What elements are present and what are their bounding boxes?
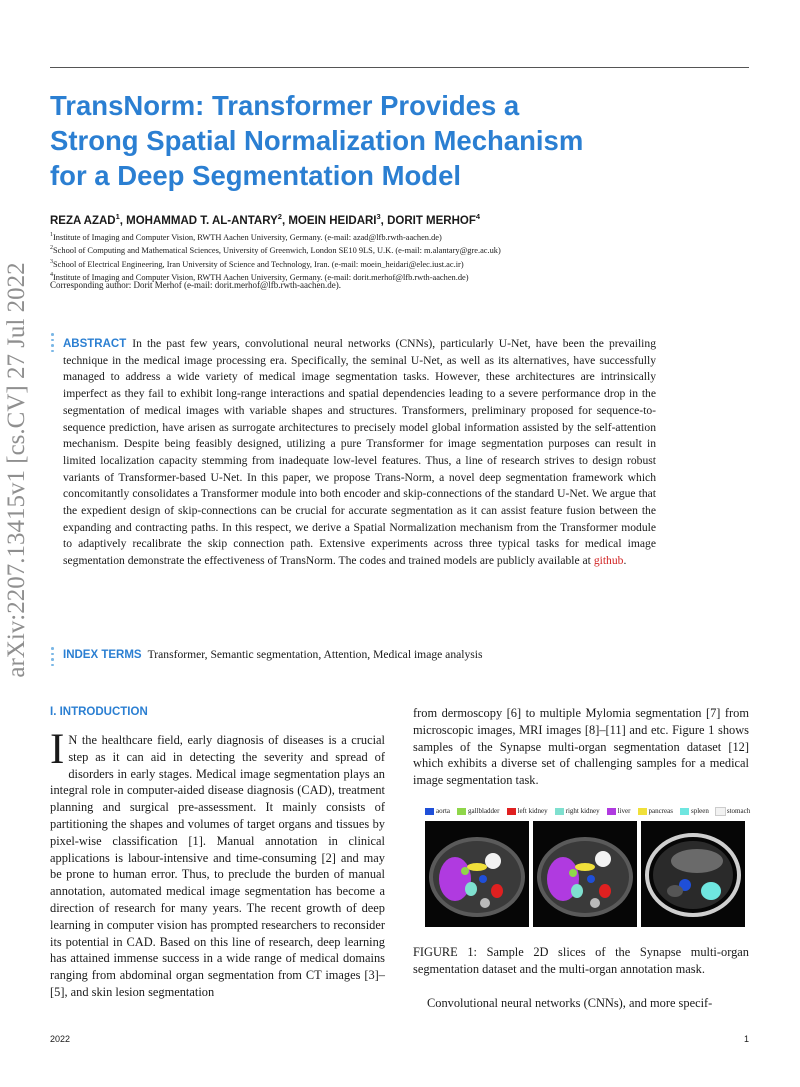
legend-label: right kidney bbox=[565, 807, 600, 815]
intro-right-column: from dermoscopy [6] to multiple Mylomia segmentation [7] from microscopic images, MRI images [8]–[11] and etc. Figure 1 shows samples of the Synapse multi-organ segmentation dataset [12] which exhibits a diverse set of challenging samples for a medical image segmentation task. bbox=[413, 706, 749, 788]
corresponding-author: Corresponding author: Dorit Merhof (e-mail: dorit.merhof@lfb.rwth-aachen.de). bbox=[50, 280, 341, 290]
legend-item bbox=[555, 807, 600, 815]
affiliation-list bbox=[50, 230, 750, 284]
legend-label: aorta bbox=[436, 807, 450, 815]
legend-label: liver bbox=[617, 807, 631, 815]
affiliation-sup: 1 bbox=[50, 232, 53, 238]
abstract-text: In the past few years, convolutional neural networks (CNNs), particularly U-Net, have been the prevailing technique in the medical image processing era. Specifically, the seminal U-Net, as well as its alternatives, have successfully managed to address a wide variety of medical image segmentation tasks. However, these architectures are intrinsically imperfect as they fail to exhibit long-range interactions and spatial dependencies leading to a severe performance drop in the segmentation of medical images with variable shapes and structures. Transformers, preliminary proposed for sequence-to-sequence prediction, have arisen as surrogate architectures to precisely model global information assisted by the self-attention mechanism. Despite being feasibly designed, utilizing a pure Transformer for image segmentation purposes can result in limited localization capacity stemming from inadequate low-level features. Thus, a line of research strives to design robust variants of Transformer-based U-Net. In this paper, we propose Trans-Norm, a novel deep segmentation framework which concomitantly consolidates a Transformer module into both encoder and skip-connections of the standard U-Net. We argue that the expedient design of skip-connections can be crucial for accurate segmentation as it can assist feature fusion between the expanding and contracting paths. In this respect, we derive a Spatial Normalization mechanism from the Transformer module to adaptively recalibrate the skip connection path. Extensive experiments across three typical tasks for medical image segmentation demonstrate the effectiveness of TransNorm. The codes and trained models are publicly available at bbox=[63, 337, 656, 568]
legend-label: spleen bbox=[690, 807, 709, 815]
abstract-end: . bbox=[623, 554, 627, 568]
legend-label: pancreas bbox=[648, 807, 673, 815]
index-text: Transformer, Semantic segmentation, Attention, Medical image analysis bbox=[147, 648, 483, 661]
author-sup: 4 bbox=[475, 212, 481, 221]
affiliation-text: School of Electrical Engineering, Iran University of Science and Technology, Iran. (e-mail: moein_heidari@elec.iust.ac.ir) bbox=[53, 259, 464, 269]
legend-swatch bbox=[607, 808, 616, 815]
page-number: 1 bbox=[744, 1034, 750, 1044]
legend-label: stomach bbox=[726, 807, 751, 815]
legend-swatch bbox=[638, 808, 647, 815]
title-line: Strong Spatial Normalization Mechanism bbox=[50, 125, 584, 156]
legend-item bbox=[716, 807, 750, 815]
header-rule bbox=[50, 67, 749, 68]
legend-item bbox=[425, 807, 450, 815]
legend-swatch bbox=[457, 808, 466, 815]
author-sup: 1 bbox=[115, 212, 120, 221]
legend-item bbox=[607, 807, 631, 815]
figure-caption: FIGURE 1: Sample 2D slices of the Synapse multi-organ segmentation dataset and the multi-organ annotation mask. bbox=[413, 945, 749, 976]
ct-slice-image bbox=[425, 821, 529, 927]
affiliation-sup: 4 bbox=[50, 272, 53, 279]
affiliation bbox=[50, 230, 750, 243]
author-sup: 2 bbox=[277, 212, 282, 221]
drop-cap: I bbox=[50, 726, 65, 773]
affiliation-text: School of Computing and Mathematical Sciences, University of Greenwich, London SE10 9LS, U.K. (e-mail: m.alantary@gre.ac.uk) bbox=[53, 246, 501, 256]
github-link[interactable]: github bbox=[593, 554, 624, 568]
author-sup: 3 bbox=[376, 212, 381, 221]
figure-legend bbox=[425, 804, 751, 818]
affiliation-text: Institute of Imaging and Computer Vision, RWTH Aachen University, Germany. (e-mail: dorit.merhof@lfb.rwth-aachen.de) bbox=[53, 272, 469, 282]
legend-item bbox=[680, 807, 709, 815]
ct-slice-image bbox=[533, 821, 637, 927]
affiliation-text: Institute of Imaging and Computer Vision, RWTH Aachen University, Germany. (e-mail: azad@lfb.rwth-aachen.de) bbox=[53, 232, 442, 242]
footer-year: 2022 bbox=[50, 1034, 71, 1044]
legend-label: left kidney bbox=[517, 807, 548, 815]
title-line: for a Deep Segmentation Model bbox=[50, 160, 462, 191]
legend-swatch bbox=[680, 808, 689, 815]
legend-swatch bbox=[507, 808, 516, 815]
author-name: REZA AZAD bbox=[50, 214, 116, 227]
legend-swatch bbox=[425, 808, 434, 815]
right-column-text: Convolutional neural networks (CNNs), and more specif- bbox=[427, 996, 713, 1010]
title-line: TransNorm: Transformer Provides a bbox=[50, 90, 520, 121]
section-heading: I. INTRODUCTION bbox=[50, 706, 148, 718]
legend-item bbox=[507, 807, 548, 815]
arxiv-stamp: arXiv:2207.13415v1 [cs.CV] 27 Jul 2022 bbox=[3, 262, 30, 678]
index-label: INDEX TERMS bbox=[63, 649, 142, 661]
affiliation-sup: 2 bbox=[50, 245, 53, 252]
affiliation-sup: 3 bbox=[50, 258, 53, 265]
intro-left-column bbox=[50, 726, 385, 1001]
affiliation bbox=[50, 257, 750, 270]
figure-1 bbox=[423, 804, 751, 931]
abstract-label: ABSTRACT bbox=[63, 338, 127, 350]
legend-swatch bbox=[555, 808, 564, 815]
author-list: REZA AZAD$^1$, MOHAMMAD T. AL-ANTARY$^2$, MOEIN HEIDARI$^3$, DORIT MERHOF$^4$ bbox=[50, 212, 481, 227]
legend-swatch bbox=[716, 808, 725, 815]
abstract bbox=[63, 336, 656, 570]
author-name: MOHAMMAD T. AL-ANTARY bbox=[126, 214, 278, 227]
ct-slice-image bbox=[641, 821, 745, 927]
abstract-dots bbox=[51, 333, 55, 355]
paper-title bbox=[50, 88, 690, 193]
author-name: DORIT MERHOF bbox=[387, 214, 476, 227]
legend-label: gallbladder bbox=[468, 807, 500, 815]
author-name: MOEIN HEIDARI bbox=[288, 214, 377, 227]
intro-left-text: N the healthcare field, early diagnosis of diseases is a crucial step as it can aid in detecting the severity and spread of disorders in early stages. Medical image segmentation plays an integral role in computer-aided disease diagnosis (CAD), treatment planning and surgical pre-assessment. It mainly consists of partitioning the shapes and volumes of target organs and tissues by pixel-wise classification [1]. Manual annotation in clinical applications is labour-intensive and time-consuming [2] and may be prone to human error. Thus, to preclude the burden of manual annotation, automated medical image segmentation has become a direction of research for many years. The recent growth of deep learning in computer vision has prompted researchers to reconsider its potential in CAD. Based on this line of research, deep learning has attained immense success in a wide range of medical domains ranging from abdominal organ segmentation from CT images [3]–[5], and skin lesion segmentation bbox=[50, 733, 385, 999]
affiliation bbox=[50, 243, 750, 256]
index-terms bbox=[63, 648, 663, 661]
legend-item bbox=[638, 807, 673, 815]
index-dots bbox=[51, 647, 55, 669]
legend-item bbox=[457, 807, 500, 815]
